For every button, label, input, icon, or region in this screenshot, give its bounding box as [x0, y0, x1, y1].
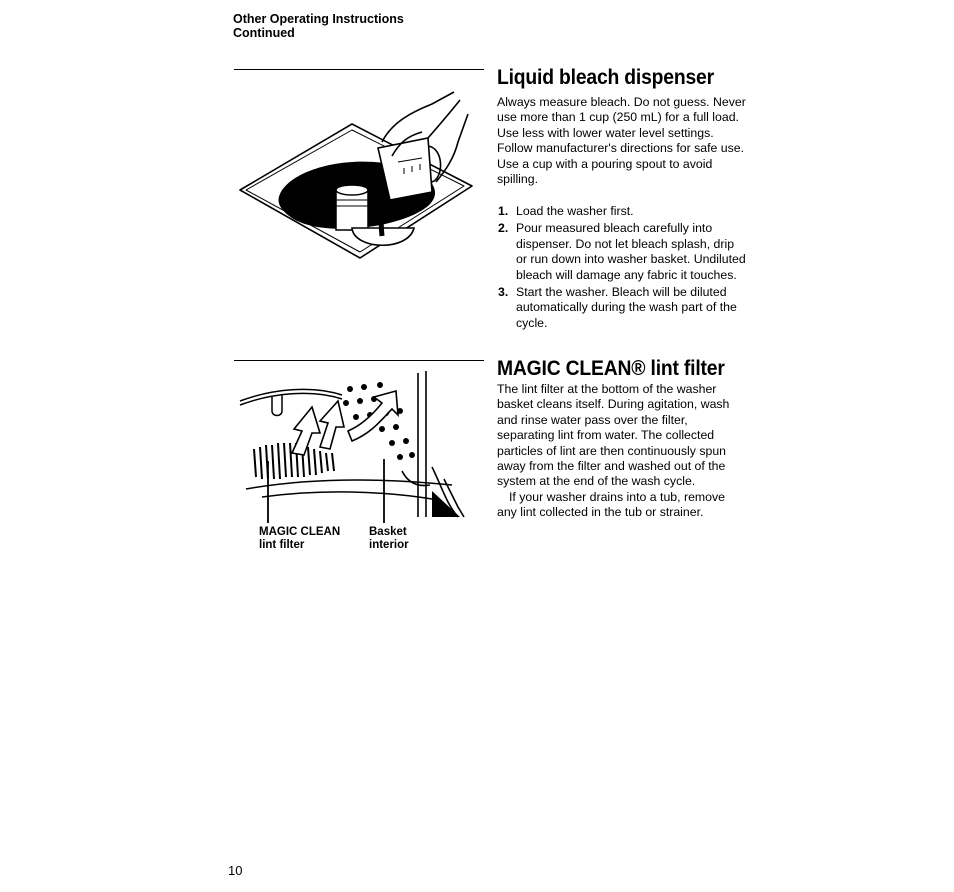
bleach-steps-list — [497, 204, 747, 333]
caption-basket-line2: interior — [369, 539, 409, 551]
divider-middle — [234, 360, 484, 361]
bleach-intro — [497, 95, 747, 187]
bleach-step-1 — [497, 204, 747, 219]
caption-basket-line1: Basket — [369, 526, 407, 538]
step-number: 3. — [498, 285, 509, 300]
divider-top — [234, 69, 484, 70]
measuring-cup-icon — [378, 138, 441, 200]
section-subtitle: Continued — [233, 26, 295, 40]
bleach-intro-text: Always measure bleach. Do not guess. Never use more than 1 cup (250 mL) for a full load. Use less with lower water level settings. Follow manufacturer's directions for safe use. Use a cup with a pouring spout to avoid spilling. — [497, 95, 746, 187]
lint-filter-illustration — [232, 367, 482, 527]
step-number: 1. — [498, 204, 509, 218]
step-text: Load the washer first. — [516, 204, 634, 218]
step-text: Pour measured bleach carefully into dispenser. Do not let bleach splash, drip or run down into washer basket. Undiluted bleach will damage any fabric it touches. — [516, 221, 746, 282]
bleach-heading: Liquid bleach dispenser — [497, 66, 714, 89]
section-title: Other Operating Instructions — [233, 12, 404, 26]
page-number: 10 — [228, 863, 243, 878]
lint-filter-para-2: If your washer drains into a tub, remove any lint collected in the tub or strainer. — [497, 489, 725, 520]
step-text: Start the washer. Bleach will be diluted automatically during the wash part of the cycle. — [516, 285, 737, 330]
caption-lint-filter — [259, 526, 340, 552]
caption-lint-filter-line1: MAGIC CLEAN — [259, 526, 341, 538]
bleach-pouring-illustration — [232, 82, 482, 272]
bleach-step-2 — [497, 221, 747, 283]
step-number: 2. — [498, 221, 509, 236]
caption-lint-filter-line2: lint filter — [259, 539, 305, 551]
caption-basket-interior — [369, 526, 409, 552]
lint-filter-para-1: The lint filter at the bottom of the washer basket cleans itself. During agitation, wash and rinse water pass over the filter, separating lint from water. The collected particles of lint are then continuously spun away from the filter and washed out of the system at the end of the wash cycle. — [497, 382, 730, 489]
lint-filter-body — [497, 382, 747, 521]
lint-filter-heading: MAGIC CLEAN® lint filter — [497, 357, 725, 380]
bleach-step-3 — [497, 285, 747, 331]
dispenser-cup-icon — [336, 185, 368, 230]
